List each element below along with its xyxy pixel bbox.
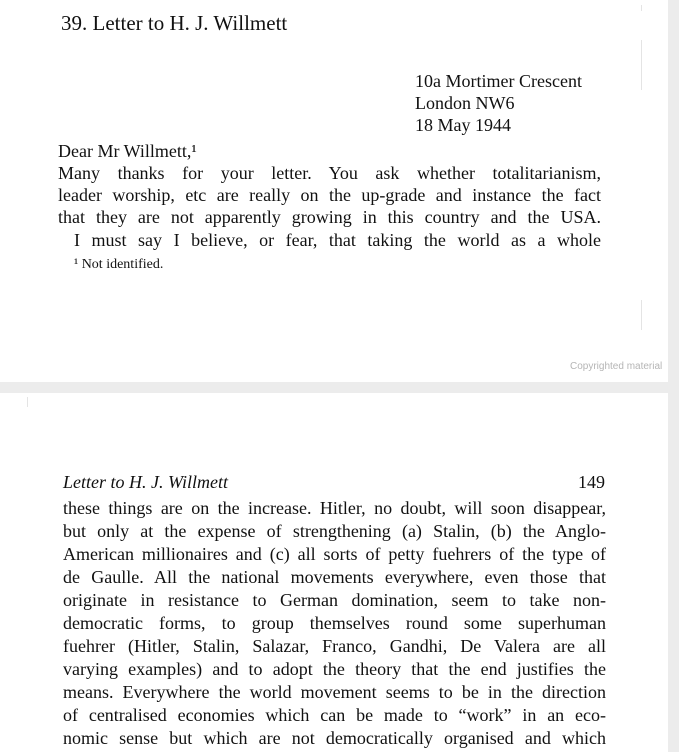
body-line: of centralised economies which can be made to “work” in an eco-	[63, 705, 606, 725]
running-head: Letter to H. J. Willmett	[63, 472, 228, 492]
chapter-title: 39. Letter to H. J. Willmett	[61, 11, 288, 35]
body-line: leader worship, etc are really on the up-grade and instance the fact	[58, 185, 601, 205]
body-line: that they are not apparently growing in this country and the USA.	[58, 207, 601, 227]
body-line: these things are on the increase. Hitler, no doubt, will soon disappear,	[63, 498, 606, 518]
body-line: originate in resistance to German domination, seem to take non-	[63, 590, 606, 610]
body-line: varying examples) and to adopt the theory that the end justifies the	[63, 659, 606, 679]
scan-artifact-line	[641, 300, 642, 330]
page-number: 149	[578, 472, 605, 492]
scan-artifact-line	[641, 5, 642, 11]
book-page-bottom	[0, 393, 668, 752]
address-line-2: London NW6	[415, 93, 515, 113]
body-line: de Gaulle. All the national movements everywhere, even those that	[63, 567, 606, 587]
body-line: I must say I believe, or fear, that taking the world as a whole	[74, 230, 601, 250]
body-line: Many thanks for your letter. You ask whether totalitarianism,	[58, 163, 601, 183]
body-line: nomic sense but which are not democratically organised and which	[63, 728, 606, 748]
salutation: Dear Mr Willmett,¹	[58, 141, 197, 161]
scan-artifact-line	[27, 397, 28, 407]
body-line: but only at the expense of strengthening (a) Stalin, (b) the Anglo-	[63, 521, 606, 541]
letter-date: 18 May 1944	[415, 115, 511, 135]
copyright-watermark: Copyrighted material	[570, 361, 663, 372]
footnote: ¹ Not identified.	[74, 257, 164, 272]
body-line: democratic forms, to group themselves round some superhuman	[63, 613, 606, 633]
body-line: means. Everywhere the world movement seems to be in the direction	[63, 682, 606, 702]
scan-artifact-line	[641, 40, 642, 90]
book-page-top	[0, 0, 668, 382]
address-line-1: 10a Mortimer Crescent	[415, 71, 582, 91]
body-line: American millionaires and (c) all sorts of petty fuehrers of the type of	[63, 544, 606, 564]
body-line: fuehrer (Hitler, Stalin, Salazar, Franco, Gandhi, De Valera are all	[63, 636, 606, 656]
